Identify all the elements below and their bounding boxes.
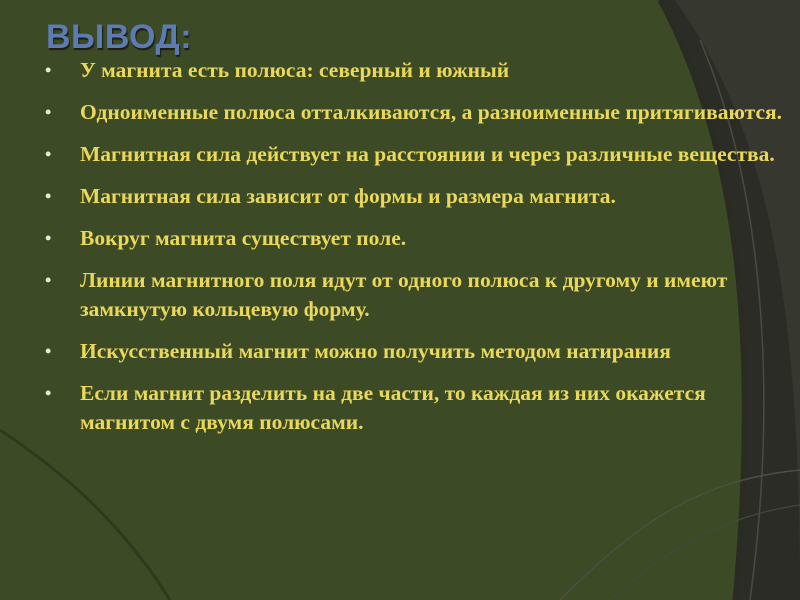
- slide-title: ВЫВОД:: [46, 18, 193, 56]
- bullet-text: Линии магнитного поля идут от одного полюса к другому и имеют замкнутую кольцевую форму.: [80, 268, 728, 321]
- bullet-text: У магнита есть полюса: северный и южный: [80, 58, 510, 82]
- list-item: [42, 56, 787, 85]
- bullet-icon: •: [45, 60, 52, 80]
- list-item: [42, 266, 787, 324]
- bullet-text: Вокруг магнита существует поле.: [80, 226, 407, 250]
- bullet-text: Магнитная сила зависит от формы и размера магнита.: [80, 184, 616, 208]
- list-item: [42, 140, 787, 169]
- bullet-icon: •: [45, 186, 52, 206]
- list-item: [42, 98, 787, 127]
- list-item: [42, 224, 787, 253]
- bullet-text: Одноименные полюса отталкиваются, а разноименные притягиваются.: [80, 100, 783, 124]
- bullet-icon: •: [45, 383, 52, 403]
- bullet-icon: •: [45, 270, 52, 290]
- bullet-text: Если магнит разделить на две части, то каждая из них окажется магнитом с двумя полюсами.: [80, 381, 706, 434]
- list-item: [42, 379, 787, 437]
- bullet-icon: •: [45, 144, 52, 164]
- bullet-text: Магнитная сила действует на расстоянии и через различные вещества.: [80, 142, 775, 166]
- bullet-text: Искусственный магнит можно получить методом натирания: [80, 339, 671, 363]
- list-item: [42, 182, 787, 211]
- bullet-list: [42, 56, 787, 450]
- list-item: [42, 337, 787, 366]
- bullet-icon: •: [45, 102, 52, 122]
- bullet-icon: •: [45, 341, 52, 361]
- bullet-icon: •: [45, 228, 52, 248]
